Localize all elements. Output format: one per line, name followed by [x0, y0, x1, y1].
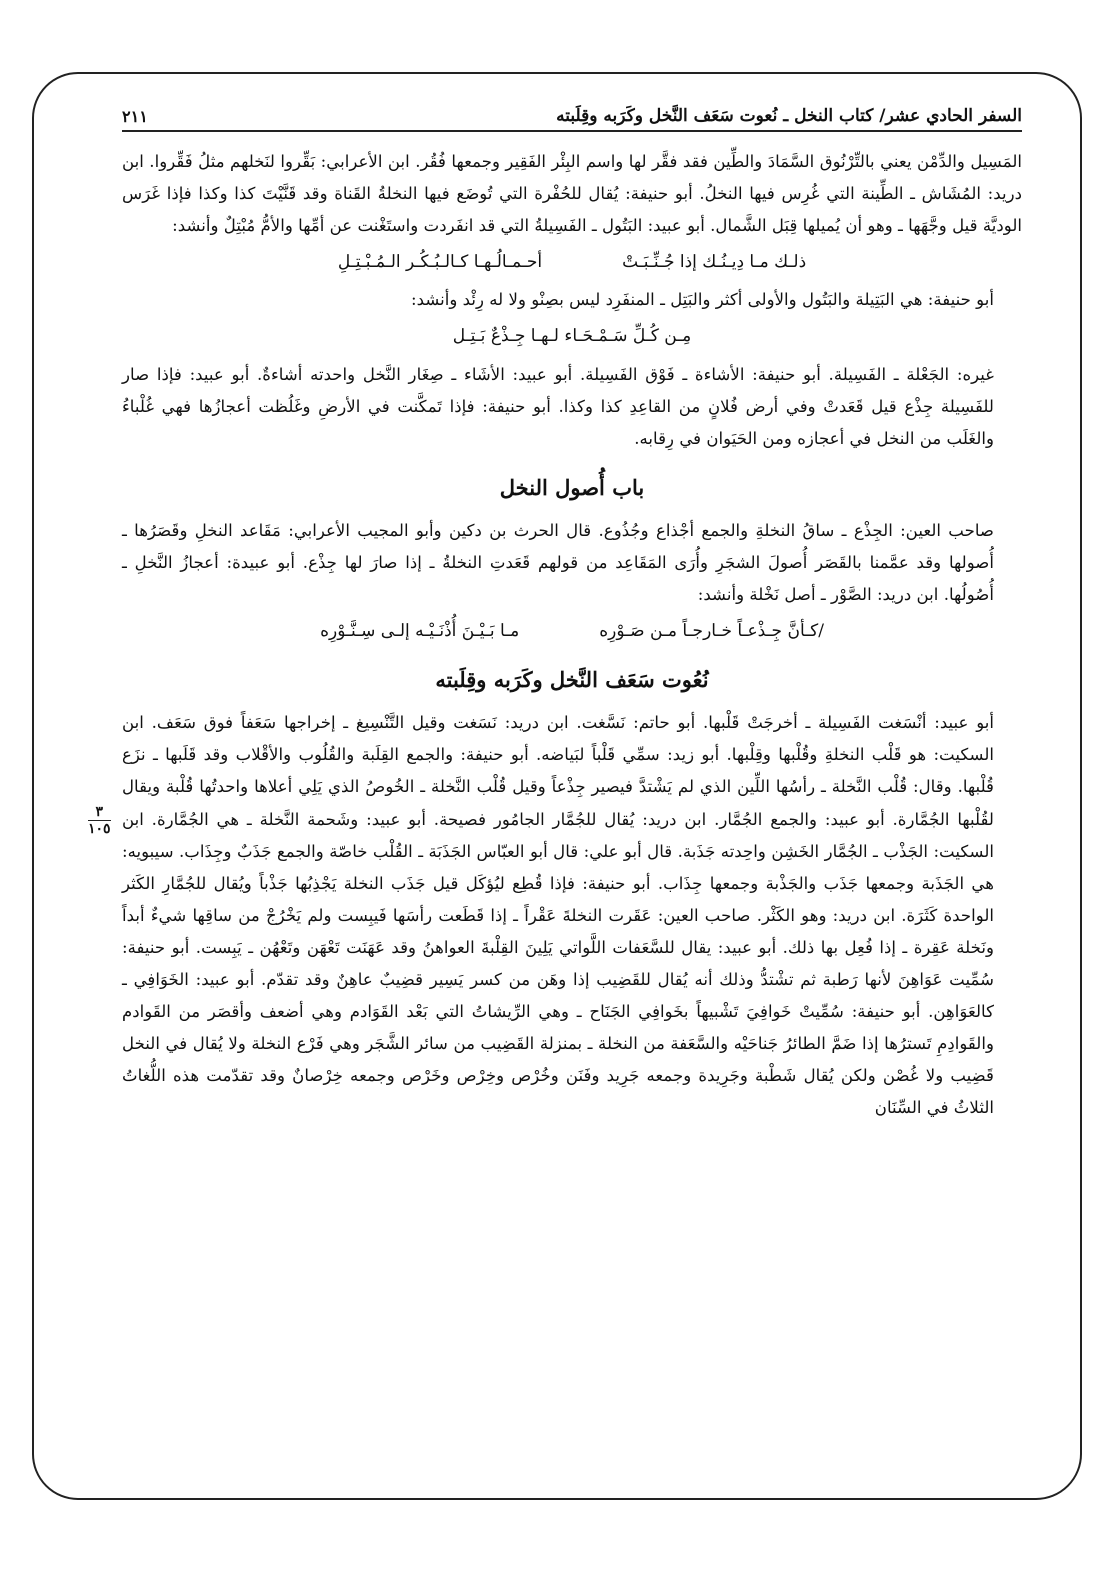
margin-reference-volume: ٣ — [88, 804, 111, 821]
paragraph: أبو حنيفة: هي البَتِيلة والبَتُول والأولى أكثر والبَتِل ـ المنفَرِد ليس بصِنْو ولا له رِئْد وأنشد: — [411, 290, 994, 310]
margin-reference — [88, 804, 111, 837]
verse-hemistich-left: مـا بَـيْـنَ أُذْنَـيْـه إلـى سِـنَّـوْرِه — [320, 621, 520, 642]
paragraph: صاحب العين: الجِذْع ـ ساقُ النخلةِ والجمع أجْذاع وجُذُوع. قال الحرث بن دكين وأبو المجيب الأعرابي: مَقَاعد النخلِ وقَصَرُها ـ أُصولها وقد عمَّمنا بالقَصَر أُصولَ الشجَرِ وأُرَى المَقَاعِد من قولهم قَعَدتِ النخلةُ ـ إذا صارَ لها جِذْع. أبو عبيدة: أعجازُ النَّخلِ ـ أُصُولُها. ابن دريد: الصَّوْر ـ أصل نَخْلة وأنشد: — [122, 520, 994, 605]
margin-reference-page: ١٠٥ — [88, 821, 111, 837]
verse-hemistich-right: ذلـك مـا دِيـنُـك إذا جُـنِّـبَـتْ — [622, 252, 807, 273]
verse-text: مِـن كُـلِّ سَـمْـحَـاء لـهـا جِـذْعٌ بَـتِـل — [452, 326, 692, 347]
running-header — [122, 92, 1022, 132]
verse-hemistich-right: /كـأنَّ جِـذْعـاً خـارجـاً مـن صَـوْرِه — [599, 621, 824, 642]
page-body — [122, 146, 1022, 1124]
paragraph: أبو عبيد: أنْسَغت الفَسِيلة ـ أخرجَتْ قَلْبها. أبو حاتم: نَسَّغت. ابن دريد: نَسَغت وقيل التَّنْسِيغ ـ إخراجها سَعَفاً فوق سَعَف. ابن السكيت: هو قَلْب النخلةِ وقُلْبها وقِلْبها. أبو زيد: سمِّي قَلْباً لبَياضه. أبو حنيفة: والجمع القِلَبة والقُلُوب والأقْلاب وقد قَلَبها ـ نزَع قُلْبها. وقال: قُلْب النَّخلة ـ رأسُها اللِّين الذي لم يَشْتدَّ فيصير جِذْعاً وقيل قُلْب النَّخلة ـ الخُوصُ الذي يَلِي أعلاها واحدتُها قُلْبة ويقال لقُلْبها الجُمَّارة. أبو عبيد: والجمع الجُمَّار. ابن دريد: يُقال للجُمَّار الجامُور فصيحة. أبو عبيد: وشَحمة النَّخلة ـ هي الجُمَّارة. ابن السكيت: الجَذْب ـ الجُمَّار الخَشِن واحِدته جَذَبة. قال أبو علي: قال أبو العبّاس الجَذَبَة ـ القُلْب خاصّة والجمع جَذَبٌ وجِذَاب. سيبويه: هي الجَذَبة وجمعها جَذَب والجَذْبة وجمعها جِذَاب. أبو حنيفة: فإذا قُطِع ليُؤكَل قيل جَذَب النخلة يَجْذِبُها جَذْباً ويُقال للجُمَّارِ الكَثر الواحدة كَثَرَة. ابن دريد: وهو الكَثْر. صاحب العين: عَقَرت النخلةَ عَقْراً ـ إذا قَطَعت رأسَها فَيبِست ولم يَخْرُجْ من ساقِها شيءٌ أبداً ونَخلة عَقِرة ـ إذا فُعِل بها ذلك. أبو عبيد: يقال للسَّعَفات اللَّواتي يَلِينَ القِلْبةَ العواهنُ وقد عَهَنَت تَعْهَن وتَعْهُن ـ يَبِست. أبو حنيفة: سُمِّيت عَوَاهِنَ لأنها رَطبة ثم تشْتدُّ وذلك أنه يُقال للقَضِيب إذا وهَن من كسر يَسِير قضِيبٌ عاهِنٌ وقد تقدّم. أبو عبيد: الخَوَافِي ـ كالعَوَاهِن. أبو حنيفة: سُمِّيتْ خَوافِيَ تَشْبيهاً بخَوافِي الجَنَاح ـ وهي الرِّيشاتُ التي بَعْد القَوَادم وهي أضعف وأقصَر من القَوادم والقَوادِمِ تَسترُها إذا ضَمَّ الطائرُ جَناحَيْه والسَّعَفة من النخلة ـ بمنزلة القَضِيب من سائر الشَّجَر وهي فَرْع النخلة ولا يُقال في النخل قَضِيب ولا غُصْن ولكن يُقال شَطْبة وجَرِيدة وجمعه جَرِيد وفَنَن وخُرْص وخِرْص وخَرْص وجمعه خِرْصانٌ وقد تقدّمت هذه اللُّغاتُ الثلاثُ في السِّنَان — [122, 713, 994, 1118]
verse-line — [122, 320, 1022, 352]
verse-line — [122, 246, 1022, 278]
page-number: ٢١١ — [122, 107, 148, 126]
verse-line — [122, 615, 1022, 647]
section-heading: نُعُوت سَعَف النَّخل وكَرَبه وقِلَبته — [435, 667, 709, 693]
paragraph: غيره: الجَعْلة ـ الفَسِيلة. أبو حنيفة: الأشاءة ـ فَوْق الفَسِيلة. أبو عبيد: الأشَاء ـ صِغَار النَّخل واحدته أشاءةٌ. أبو عبيد: فإذا صار للفَسِيلة جِذْع قيل قَعَدتْ وفي أرض فُلانٍ من القاعِدِ كذا وكذا. أبو حنيفة: فإذا تَمكَّنت في الأرضِ وغَلُظت أعجازُها فهي غُلْباءُ والغَلَب من النخل في أعجازه ومن الحَيَوان في رِقابه. — [122, 364, 994, 448]
book-page — [122, 78, 1022, 1478]
running-title: السفر الحادي عشر/ كتاب النخل ـ نُعوت سَعَف النَّخل وكَرَبه وقِلَبته — [556, 106, 1022, 126]
paragraph: المَسِيل والدِّمْن يعني بالتِّرْنُوق السَّمَادَ والطِّين فقد فقَّر لها واسم البِئْر الفَقِير وجمعها فُقُر. ابن الأعرابي: بَقِّروا لنَخلهم مثلُ فَقِّروا. ابن دريد: المُشَاش ـ الطِّينة التي غُرِس فيها النخلُ. أبو حنيفة: يُقال للحُفْرة التي تُوضَع فيها النخلةُ القَناة وقد قَنَّيْتَ كذا وكذا فإذا غَرَس الوديَّة قيل وجَّهَها ـ وهو أن يُميلها قِبَل الشَّمال. أبو عبيد: البَتُول ـ الفَسِيلةُ التي قد انفَردت واستَغْنت عن أمِّها والأمُّ مُبْتِلٌ وأنشد: — [122, 152, 1022, 236]
verse-hemistich-left: أحـمـالُـهـا كـالـبُـكُـر الـمُـبْـتِـلِ — [337, 252, 543, 273]
section-heading: باب أُصول النخل — [499, 474, 645, 500]
